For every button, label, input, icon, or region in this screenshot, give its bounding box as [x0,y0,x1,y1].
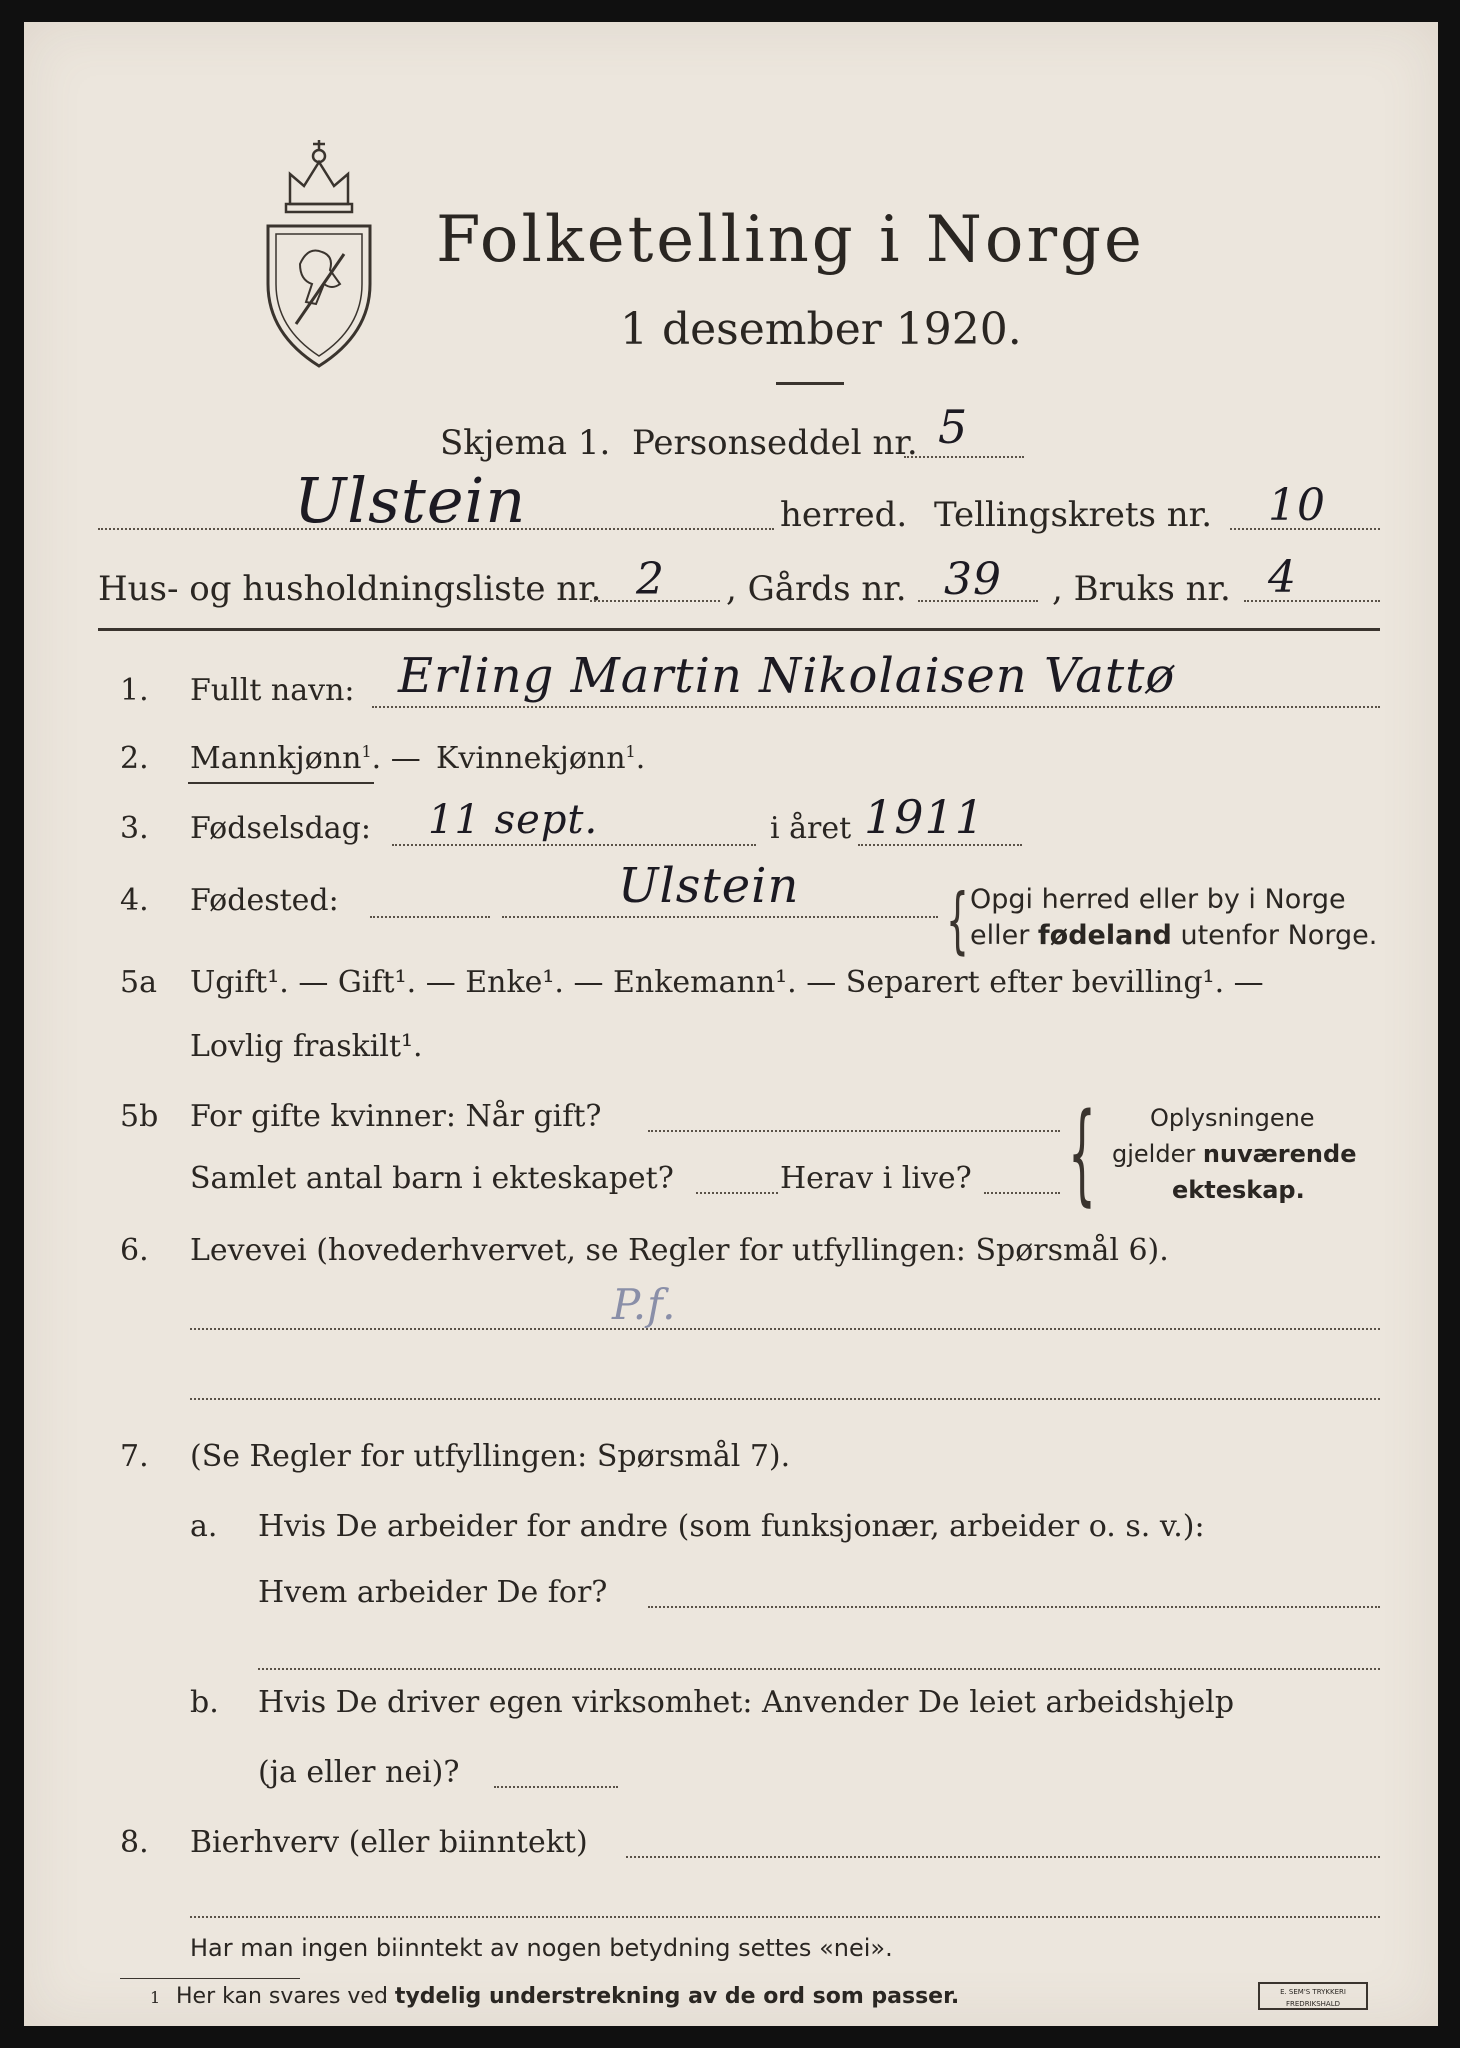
full-name-value: Erling Martin Nikolaisen Vattø [398,648,1176,704]
birthplace-field-a[interactable] [370,916,490,918]
q4-note2-a: eller [970,920,1038,951]
q4-note2-c: utenfor Norge. [1171,920,1378,951]
q2-end: . [635,741,646,776]
herred-value: Ulstein [294,464,527,537]
occupation-value: P.f. [612,1280,677,1329]
marital-status-options[interactable]: Ugift¹. — Gift¹. — Enke¹. — Enkemann¹. — Separert efter bevilling¹. — [190,965,1264,1000]
children-alive-field[interactable] [984,1192,1060,1194]
personseddel-value: 5 [938,400,969,454]
employer-field-2[interactable] [258,1668,1380,1670]
q5b-note-line3: ekteskap. [1172,1176,1305,1204]
skjema-label: Skjema 1. [440,423,611,463]
footnote-text-b: tydelig understrekning av de ord som passer. [394,1984,960,2009]
q5b-line1: For gifte kvinner: Når gift? [190,1099,602,1134]
q4-label: Fødested: [190,883,339,918]
male-underline [188,782,374,784]
census-date: 1 desember 1920. [620,304,1022,355]
q7b-number: b. [190,1685,219,1720]
birthday-value: 11 sept. [428,797,599,843]
q5b-number: 5b [120,1099,159,1134]
birth-year-value: 1911 [864,790,986,844]
female-label: Kvinnekjønn [436,741,626,776]
gards-value: 39 [944,554,1002,605]
q3-number: 3. [120,811,149,846]
q5b-brace: { [1068,1089,1096,1217]
q5b-note-line2 [1112,1142,1356,1166]
divorced-option[interactable]: Lovlig fraskilt¹. [190,1029,423,1064]
bruks-label: , Bruks nr. [1052,569,1231,609]
q7b-line1: Hvis De driver egen virksomhet: Anvender De leiet arbeidshjelp [258,1685,1235,1720]
q7a-line2: Hvem arbeider De for? [258,1575,608,1610]
q2-dash: . — [371,741,421,776]
birth-year-label: i året [770,811,852,846]
occupation-field-2[interactable] [190,1398,1380,1400]
header-divider [98,628,1380,631]
side-income-field-2[interactable] [190,1916,1380,1918]
male-label: Mannkjønn [190,741,362,776]
income-note: Har man ingen biinntekt av nogen betydning settes «nei». [190,1934,893,1962]
printer-stamp-text: E. SEM'S TRYKKERI FREDRIKSHALD [1280,1988,1346,2008]
title-divider [776,382,844,385]
q2-number: 2. [120,741,149,776]
husliste-value: 2 [636,554,665,605]
q3-label: Fødselsdag: [190,811,371,846]
full-name-field[interactable] [372,706,1380,708]
q4-note2-b: fødeland [1037,920,1172,951]
hired-help-field[interactable] [494,1786,618,1788]
q7-number: 7. [120,1439,149,1474]
q5b-note-line1: Oplysningene [1150,1104,1315,1132]
birthplace-value: Ulstein [618,858,800,914]
bruks-field[interactable] [1244,600,1380,602]
q1-number: 1. [120,673,149,708]
employer-field-1[interactable] [648,1606,1380,1608]
q8-label: Bierhverv (eller biinntekt) [190,1825,588,1860]
norwegian-coat-of-arms-icon [260,134,378,370]
bruks-value: 4 [1268,552,1297,603]
q4-note-line2 [970,922,1377,949]
q5b-line2b: Herav i live? [780,1161,972,1196]
q6-label: Levevei (hovederhvervet, se Regler for utfyllingen: Spørsmål 6). [190,1233,1169,1268]
tellingskrets-label: Tellingskrets nr. [934,495,1213,535]
when-married-field[interactable] [648,1130,1060,1132]
footnote-text [176,1986,959,2008]
q4-note-line1: Opgi herred eller by i Norge [970,884,1346,915]
female-footnote-mark: 1 [625,742,636,761]
birthplace-field-b[interactable] [502,916,938,918]
tellingskrets-value: 10 [1268,480,1326,531]
footnote-text-a: Her kan svares ved [176,1984,395,2009]
q6-number: 6. [120,1233,149,1268]
birthday-field[interactable] [392,844,756,846]
q1-label: Fullt navn: [190,673,355,708]
q5b-line2: Samlet antal barn i ekteskapet? [190,1161,674,1196]
footnote-rule [120,1978,300,1979]
q5a-number: 5a [120,965,157,1000]
q4-number: 4. [120,883,149,918]
children-count-field[interactable] [696,1192,778,1194]
q5b-note2-b: nuværende [1202,1140,1357,1168]
q8-number: 8. [120,1825,149,1860]
q7-label: (Se Regler for utfyllingen: Spørsmål 7). [190,1439,791,1474]
form-title: Folketelling i Norge [436,203,1145,277]
q7a-number: a. [190,1509,218,1544]
female-option[interactable] [436,741,646,776]
husliste-label: Hus- og husholdningsliste nr. [98,569,602,609]
gards-label: , Gårds nr. [726,569,907,609]
side-income-field-1[interactable] [626,1856,1380,1858]
q4-brace: { [946,878,969,962]
occupation-field-1[interactable] [190,1328,1380,1330]
printer-stamp [1258,1982,1368,2010]
herred-label: herred. [780,495,908,535]
footnote-number: 1 [150,1988,161,2007]
q5b-note2-a: gjelder [1112,1140,1203,1168]
personseddel-field[interactable] [904,456,1024,458]
census-form-page [24,22,1438,2026]
q7a-line1: Hvis De arbeider for andre (som funksjonær, arbeider o. s. v.): [258,1509,1205,1544]
birth-year-field[interactable] [858,844,1022,846]
q7b-line2: (ja eller nei)? [258,1755,460,1790]
personseddel-label: Personseddel nr. [632,423,918,463]
male-footnote-mark: 1 [361,742,372,761]
male-option[interactable] [190,741,421,776]
